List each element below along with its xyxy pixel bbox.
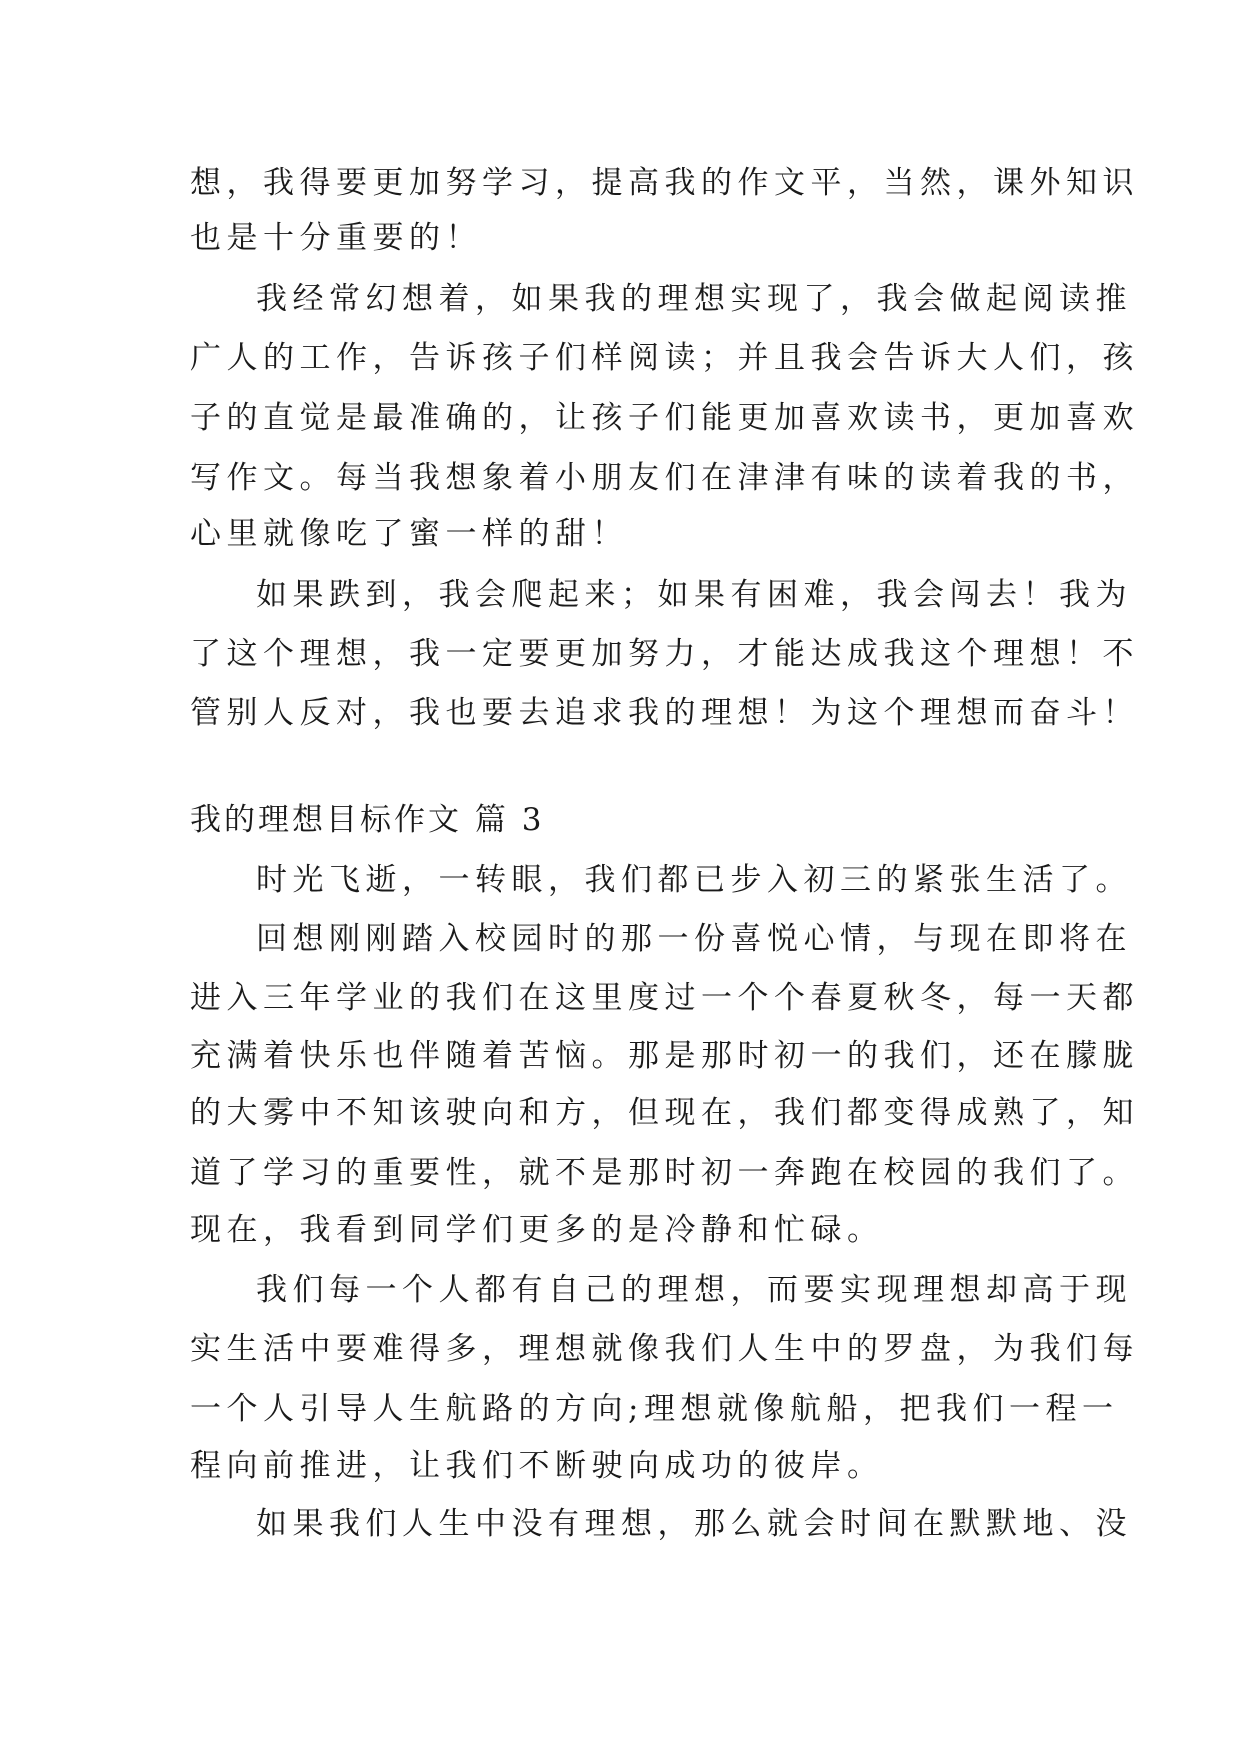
text-line: 实生活中要难得多，理想就像我们人生中的罗盘，为我们每 [190, 1331, 1139, 1367]
text-line: 也是十分重要的！ [190, 220, 482, 256]
text-line: 管别人反对，我也要去追求我的理想！为这个理想而奋斗！ [190, 695, 1139, 731]
text-line: 子的直觉是最准确的，让孩子们能更加喜欢读书，更加喜欢 [190, 400, 1139, 436]
paragraph-start-line: 如果我们人生中没有理想，那么就会时间在默默地、没 [256, 1506, 1132, 1542]
paragraph-start-line: 我们每一个人都有自己的理想，而要实现理想却高于现 [256, 1272, 1132, 1308]
paragraph-start-line: 时光飞逝，一转眼，我们都已步入初三的紧张生活了。 [256, 862, 1132, 898]
text-line: 了这个理想，我一定要更加努力，才能达成我这个理想！不 [190, 636, 1139, 672]
text-line: 道了学习的重要性，就不是那时初一奔跑在校园的我们了。 [190, 1155, 1139, 1191]
text-line: 充满着快乐也伴随着苦恼。那是那时初一的我们，还在朦胧 [190, 1038, 1139, 1074]
text-line: 一个人引导人生航路的方向;理想就像航船，把我们一程一 [190, 1391, 1119, 1427]
section-heading: 我的理想目标作文 篇 3 [190, 802, 545, 838]
text-line: 心里就像吃了蜜一样的甜！ [190, 516, 628, 552]
text-line: 写作文。每当我想象着小朋友们在津津有味的读着我的书， [190, 460, 1139, 496]
paragraph-start-line: 回想刚刚踏入校园时的那一份喜悦心情，与现在即将在 [256, 921, 1132, 957]
text-line: 的大雾中不知该驶向和方，但现在，我们都变得成熟了，知 [190, 1095, 1139, 1131]
text-line: 进入三年学业的我们在这里度过一个个春夏秋冬，每一天都 [190, 980, 1139, 1016]
text-line: 想，我得要更加努学习，提高我的作文平，当然，课外知识 [190, 165, 1139, 201]
paragraph-start-line: 如果跌到，我会爬起来；如果有困难，我会闯去！我为 [256, 577, 1132, 613]
paragraph-start-line: 我经常幻想着，如果我的理想实现了，我会做起阅读推 [256, 281, 1132, 317]
text-line: 现在，我看到同学们更多的是冷静和忙碌。 [190, 1212, 884, 1248]
text-line: 程向前推进，让我们不断驶向成功的彼岸。 [190, 1448, 884, 1484]
text-line: 广人的工作，告诉孩子们样阅读；并且我会告诉大人们，孩 [190, 340, 1139, 376]
